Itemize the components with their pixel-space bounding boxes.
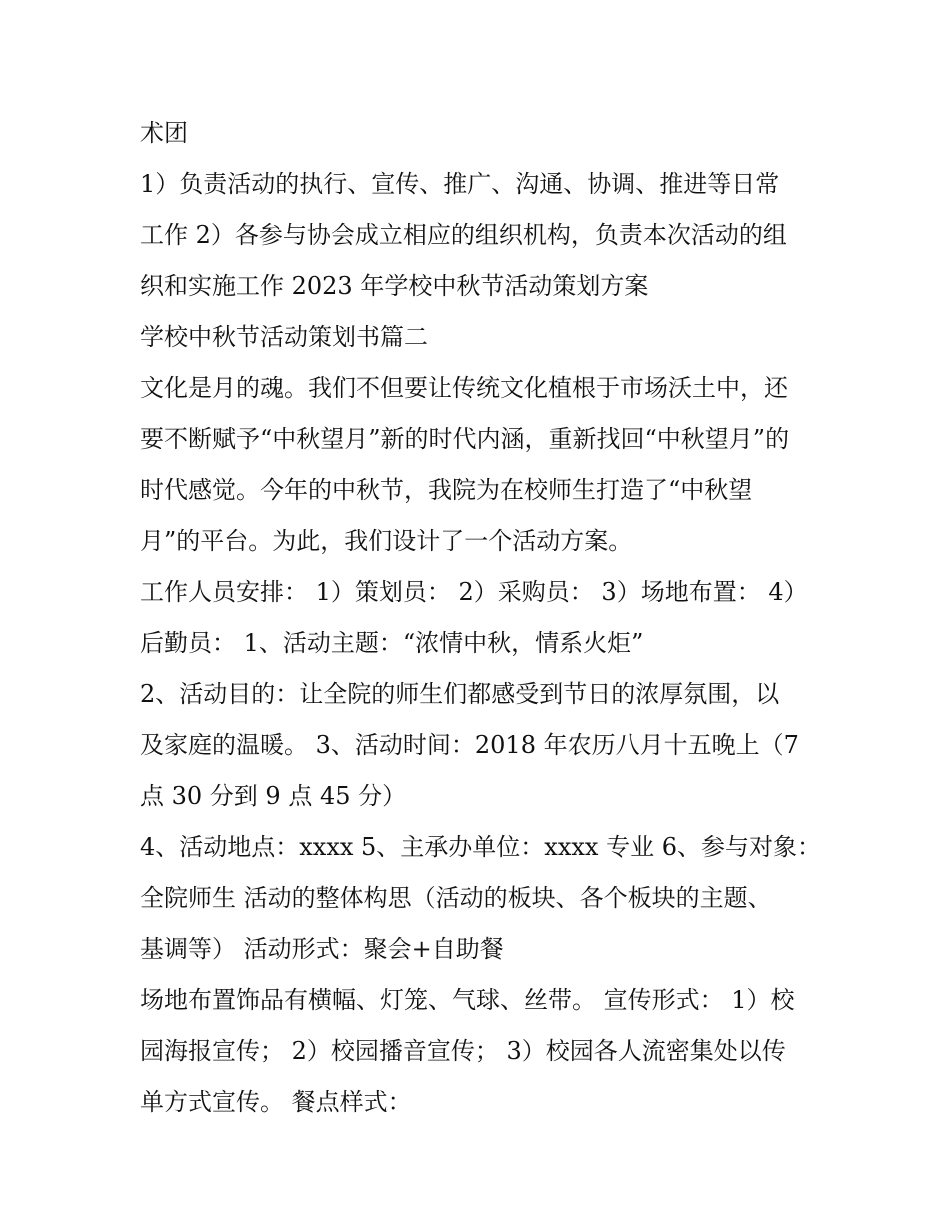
- text-line: 后勤员： 1、活动主题：“浓情中秋，情系火炬”: [140, 629, 644, 657]
- text-line: 时代感觉。今年的中秋节，我院为在校师生打造了“中秋望: [140, 476, 753, 504]
- text-line: 及家庭的温暖。 3、活动时间：2018 年农历八月十五晚上（7: [140, 731, 799, 759]
- text-line: 1）负责活动的执行、宣传、推广、沟通、协调、推进等日常: [140, 170, 780, 198]
- text-line: 点 30 分到 9 点 45 分）: [140, 782, 407, 810]
- text-line: 要不断赋予“中秋望月”新的时代内涵，重新找回“中秋望月”的: [140, 425, 790, 453]
- text-line: 工作 2）各参与协会成立相应的组织机构，负责本次活动的组: [140, 221, 787, 249]
- document-body: [140, 108, 830, 1128]
- text-line: 月”的平台。为此，我们设计了一个活动方案。: [140, 527, 633, 555]
- text-line: 全院师生 活动的整体构思（活动的板块、各个板块的主题、: [140, 884, 772, 912]
- section-heading: 学校中秋节活动策划书篇二: [140, 323, 428, 351]
- text-line: 基调等） 活动形式：聚会+自助餐: [140, 935, 504, 963]
- text-line: 园海报宣传； 2）校园播音宣传； 3）校园各人流密集处以传: [140, 1037, 786, 1065]
- text-line: 2、活动目的：让全院的师生们都感受到节日的浓厚氛围，以: [140, 680, 780, 708]
- text-line: 织和实施工作 2023 年学校中秋节活动策划方案: [140, 272, 649, 300]
- text-line: 4、活动地点：xxxx 5、主承办单位：xxxx 专业 6、参与对象：: [140, 833, 821, 861]
- text-line: 术团: [140, 119, 188, 147]
- text-line: 工作人员安排： 1）策划员： 2）采购员： 3）场地布置： 4）: [140, 578, 808, 606]
- text-line: 文化是月的魂。我们不但要让传统文化植根于市场沃土中，还: [140, 374, 788, 402]
- text-line: 场地布置饰品有横幅、灯笼、气球、丝带。 宣传形式： 1）校: [140, 986, 795, 1014]
- text-line: 单方式宣传。 餐点样式：: [140, 1088, 412, 1116]
